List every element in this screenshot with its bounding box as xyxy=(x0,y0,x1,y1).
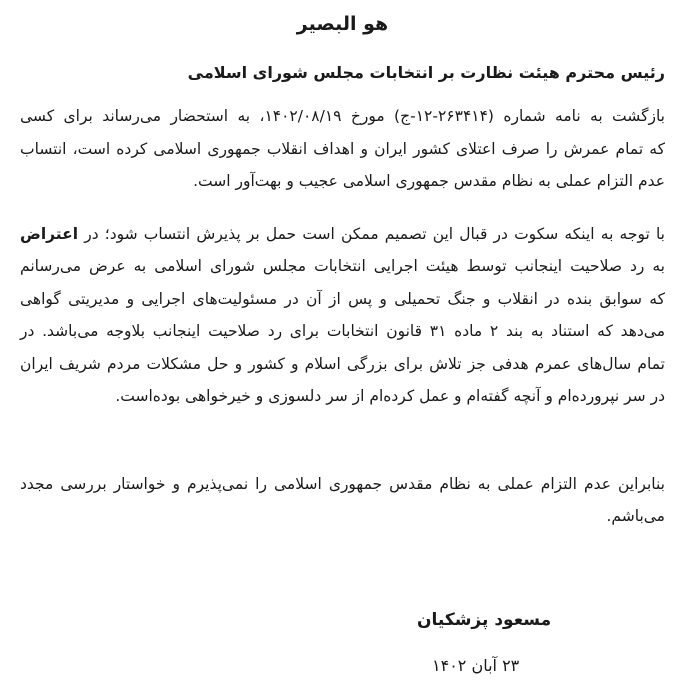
signature-date: ۲۳ آبان ۱۴۰۲ xyxy=(432,655,520,675)
line-text: به رد صلاحیت اینجانب توسط هیئت اجرایی انتخابات مجلس شورای اسلامی به عرض می‌رسانم xyxy=(20,257,665,275)
paragraph-line xyxy=(20,165,665,198)
paragraph-line xyxy=(20,100,665,133)
paragraph-line xyxy=(20,283,665,316)
line-text: می‌باشم. xyxy=(606,507,665,525)
line-text: می‌دهد که استناد به بند ۲ ماده ۳۱ قانون انتخابات برای رد صلاحیت اینجانب بلاوجه می‌باشد. در xyxy=(20,322,666,340)
letter-paragraph-1 xyxy=(20,100,665,198)
letter-paragraph-3 xyxy=(20,468,665,533)
line-text: با توجه به اینکه سکوت در قبال این تصمیم ممکن است حمل بر پذیرش انتساب شود؛ در xyxy=(78,224,665,243)
paragraph-line xyxy=(20,133,665,166)
line-text: که تمام عمرش را صرف اعتلای کشور ایران و اهداف انقلاب جمهوری اسلامی کرده است، انتساب xyxy=(20,139,665,158)
line-text: بنابراین عدم التزام عملی به نظام مقدس جمهوری اسلامی را نمی‌پذیرم و خواستار بررسی مجدد xyxy=(20,474,665,493)
line-text: که سوابق بنده در انقلاب و جنگ تحمیلی و پس از آن در مسئولیت‌های اجرایی و مدیریتی گواهی xyxy=(20,289,665,308)
paragraph-line xyxy=(20,380,665,413)
emphasized-text: اعتراض xyxy=(20,224,79,243)
paragraph-line xyxy=(20,218,665,251)
letter-paragraph-2 xyxy=(20,218,665,413)
paragraph-line xyxy=(20,500,665,533)
paragraph-line xyxy=(20,250,665,283)
line-text: تمام سال‌های عمرم هدفی جز تلاش برای بزرگی اسلام و کشور و حل مشکلات مردم شریف ایران xyxy=(20,354,665,373)
line-text: عدم التزام عملی به نظام مقدس جمهوری اسلامی عجیب و بهت‌آور است. xyxy=(193,172,665,190)
letter-title: هو البصیر xyxy=(296,13,389,35)
paragraph-line xyxy=(20,315,665,348)
letter-salutation: رئیس محترم هیئت نظارت بر انتخابات مجلس شورای اسلامی xyxy=(187,63,665,82)
paragraph-line xyxy=(20,468,665,501)
line-text: در سر نپرورده‌ام و آنچه گفته‌ام و عمل کرده‌ام از سر دلسوزی و خیرخواهی بوده‌است. xyxy=(115,387,665,405)
line-text: بازگشت به نامه شماره (۲۶۳۴۱۴-۱۲-ج) مورخ ۱۴۰۲/۰۸/۱۹، به استحضار می‌رساند برای کسی xyxy=(20,107,665,125)
letter-page xyxy=(0,10,683,697)
signature-name: مسعود پزشکیان xyxy=(417,609,552,630)
paragraph-line xyxy=(20,348,665,381)
